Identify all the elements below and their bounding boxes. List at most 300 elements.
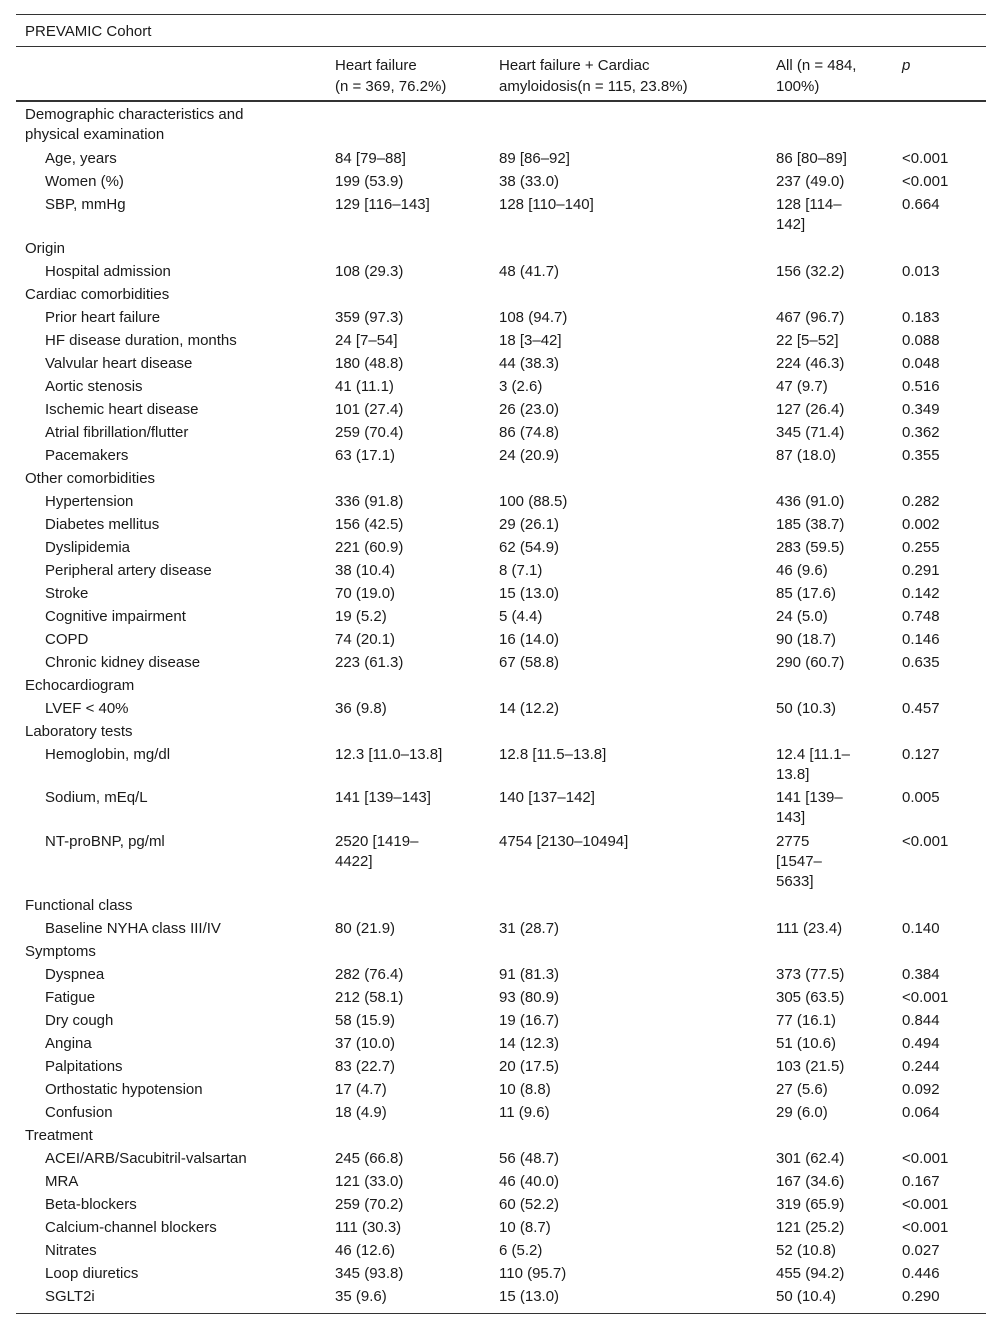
cell-line: Functional class — [25, 897, 133, 915]
cell-line: 103 (21.5) — [776, 1058, 845, 1076]
header-line: Heart failure + Cardiac — [499, 57, 650, 74]
cell-c2 — [499, 1057, 749, 1077]
cell-line: 140 [137–142] — [499, 789, 595, 807]
cell-line: Palpitations — [45, 1058, 123, 1076]
cell-c2 — [499, 354, 749, 374]
cell-p — [902, 561, 982, 581]
cell-line: Confusion — [45, 1104, 113, 1122]
cell-p — [902, 1218, 982, 1238]
cell-c1 — [335, 1011, 465, 1031]
cell-line: 11 (9.6) — [499, 1104, 550, 1122]
row-label — [45, 195, 315, 215]
cell-line: 108 (94.7) — [499, 308, 568, 326]
cell-c1 — [335, 1287, 465, 1307]
cell-line: 0.349 — [902, 400, 940, 418]
cell-c1 — [335, 262, 465, 282]
cell-line: 84 [79–88] — [335, 149, 406, 167]
table-row — [16, 1169, 986, 1192]
cell-c1 — [335, 919, 465, 939]
cell-p — [902, 492, 982, 512]
cell-line: 128 [110–140] — [499, 195, 594, 213]
cell-line: 283 (59.5) — [776, 538, 845, 556]
cell-line: 58 (15.9) — [335, 1012, 396, 1030]
row-label — [45, 1172, 315, 1192]
cell-c3 — [776, 1057, 876, 1077]
cell-c3 — [776, 630, 876, 650]
header-line: Heart failure — [335, 57, 417, 74]
cell-c3 — [776, 1103, 876, 1123]
cell-line: 290 (60.7) — [776, 653, 845, 671]
cell-line: Beta-blockers — [45, 1196, 137, 1214]
cell-line: [1547– — [776, 853, 822, 871]
cell-c2 — [499, 584, 749, 604]
table-row — [16, 192, 986, 236]
cell-line: 5633] — [776, 873, 814, 891]
cell-line: 10 (8.7) — [499, 1219, 551, 1237]
header-line: amyloidosis(n = 115, 23.8%) — [499, 78, 688, 95]
cell-line: Women (%) — [45, 172, 124, 190]
cell-line: 0.142 — [902, 584, 940, 602]
cell-line: 0.013 — [902, 262, 940, 280]
cell-line: 93 (80.9) — [499, 989, 560, 1007]
row-label — [45, 607, 315, 627]
cell-line: 108 (29.3) — [335, 262, 404, 280]
cell-line: SGLT2i — [45, 1288, 95, 1306]
cell-line: 373 (77.5) — [776, 966, 845, 984]
cell-p — [902, 745, 982, 765]
cell-line: 128 [114– — [776, 195, 842, 213]
cell-line: 0.027 — [902, 1242, 940, 1260]
row-label — [45, 308, 315, 328]
cell-line: 36 (9.8) — [335, 699, 387, 717]
cell-line: 0.446 — [902, 1265, 940, 1283]
cell-c3 — [776, 1195, 876, 1215]
row-label — [45, 400, 315, 420]
row-label — [45, 1080, 315, 1100]
cell-c3 — [776, 1218, 876, 1238]
cell-line: 259 (70.2) — [335, 1196, 404, 1214]
cell-line: ACEI/ARB/Sacubitril-valsartan — [45, 1150, 247, 1168]
cell-c3 — [776, 788, 876, 828]
cell-line: 223 (61.3) — [335, 653, 404, 671]
cell-c1 — [335, 354, 465, 374]
cell-line: 16 (14.0) — [499, 630, 560, 648]
cell-line: 24 (5.0) — [776, 607, 828, 625]
cell-c1 — [335, 988, 465, 1008]
cell-line: 12.8 [11.5–13.8] — [499, 745, 607, 763]
cell-line: 319 (65.9) — [776, 1196, 845, 1214]
cell-c3 — [776, 1241, 876, 1261]
cell-c3 — [776, 195, 876, 235]
cell-line: 15 (13.0) — [499, 1288, 560, 1306]
cell-line: 38 (10.4) — [335, 561, 396, 579]
row-label — [45, 377, 315, 397]
cell-line: 0.362 — [902, 423, 940, 441]
cell-c3 — [776, 607, 876, 627]
cell-p — [902, 195, 982, 215]
table-row — [16, 742, 986, 786]
cell-line: 0.183 — [902, 308, 940, 326]
cell-line: 100 (88.5) — [499, 492, 568, 510]
cell-line: Hypertension — [45, 492, 134, 510]
cell-c3 — [776, 988, 876, 1008]
table-row — [16, 962, 986, 985]
cell-line: 74 (20.1) — [335, 630, 396, 648]
cell-line: 19 (16.7) — [499, 1012, 560, 1030]
cell-line: 0.635 — [902, 653, 940, 671]
cell-line: 0.167 — [902, 1173, 940, 1191]
cell-line: 0.457 — [902, 699, 940, 717]
cell-c3 — [776, 354, 876, 374]
cell-line: Orthostatic hypotension — [45, 1081, 203, 1099]
cell-p — [902, 1011, 982, 1031]
cell-line: 156 (32.2) — [776, 262, 845, 280]
cell-p — [902, 149, 982, 169]
cell-line: 4422] — [335, 853, 373, 871]
header-all — [776, 55, 856, 97]
cell-c1 — [335, 492, 465, 512]
cell-line: physical examination — [25, 126, 165, 143]
cell-c1 — [335, 538, 465, 558]
cell-c1 — [335, 1034, 465, 1054]
cell-c2 — [499, 1080, 749, 1100]
cell-line: 2520 [1419– — [335, 833, 419, 851]
cell-line: Stroke — [45, 584, 89, 602]
table-row — [16, 374, 986, 397]
cell-line: LVEF < 40% — [45, 699, 129, 717]
cell-c2 — [499, 1264, 749, 1284]
cell-line: 141 [139– — [776, 789, 843, 807]
cell-c1 — [335, 446, 465, 466]
row-label — [45, 745, 315, 765]
table-row — [16, 650, 986, 673]
cell-c1 — [335, 745, 465, 765]
cell-c3 — [776, 561, 876, 581]
table-row — [16, 1146, 986, 1169]
row-label — [45, 423, 315, 443]
cell-line: <0.001 — [902, 833, 949, 851]
cell-c2 — [499, 262, 749, 282]
table-row — [16, 1008, 986, 1031]
cell-line: 17 (4.7) — [335, 1081, 387, 1099]
cell-line: 46 (40.0) — [499, 1173, 560, 1191]
cell-line: 27 (5.6) — [776, 1081, 828, 1099]
cell-c1 — [335, 1218, 465, 1238]
cell-line: 282 (76.4) — [335, 966, 404, 984]
cell-c3 — [776, 832, 876, 892]
cell-line: 83 (22.7) — [335, 1058, 396, 1076]
cell-line: 10 (8.8) — [499, 1081, 551, 1099]
cell-line: 3 (2.6) — [499, 377, 543, 395]
cell-line: 4754 [2130–10494] — [499, 833, 629, 851]
cell-line: 141 [139–143] — [335, 789, 431, 807]
cell-line: 51 (10.6) — [776, 1035, 837, 1053]
row-label — [45, 699, 315, 719]
cell-line: 156 (42.5) — [335, 515, 404, 533]
cell-c2 — [499, 699, 749, 719]
cell-c3 — [776, 1080, 876, 1100]
cell-line: 6 (5.2) — [499, 1242, 543, 1260]
table-row — [16, 916, 986, 939]
row-label — [45, 354, 315, 374]
cell-line: Dyspnea — [45, 966, 105, 984]
cell-line: Baseline NYHA class III/IV — [45, 920, 221, 938]
section-label — [25, 285, 315, 305]
cell-p — [902, 1287, 982, 1307]
caption-text: PREVAMIC Cohort — [25, 23, 152, 40]
cell-c1 — [335, 1264, 465, 1284]
cell-line: 90 (18.7) — [776, 630, 837, 648]
cell-p — [902, 832, 982, 852]
cell-line: 167 (34.6) — [776, 1173, 845, 1191]
cell-c3 — [776, 149, 876, 169]
cell-line: Hospital admission — [45, 262, 171, 280]
header-line: (n = 369, 76.2%) — [335, 78, 447, 95]
cell-line: 86 (74.8) — [499, 423, 560, 441]
cell-line: 46 (12.6) — [335, 1242, 396, 1260]
cell-line: 180 (48.8) — [335, 354, 404, 372]
cell-line: 121 (25.2) — [776, 1219, 845, 1237]
table-bottom-rule — [16, 1313, 986, 1314]
cell-p — [902, 630, 982, 650]
cell-c3 — [776, 1172, 876, 1192]
cell-line: 70 (19.0) — [335, 584, 396, 602]
cell-c1 — [335, 195, 465, 215]
cell-line: Fatigue — [45, 989, 96, 1007]
table-row — [16, 1261, 986, 1284]
cell-c2 — [499, 630, 749, 650]
cell-line: MRA — [45, 1173, 79, 1191]
row-label — [45, 965, 315, 985]
row-label — [45, 919, 315, 939]
cell-c2 — [499, 561, 749, 581]
cell-line: <0.001 — [902, 989, 949, 1007]
cell-line: Pacemakers — [45, 446, 129, 464]
cell-p — [902, 1172, 982, 1192]
cell-line: 91 (81.3) — [499, 966, 560, 984]
cell-c2 — [499, 1103, 749, 1123]
cell-c1 — [335, 607, 465, 627]
cell-line: 0.290 — [902, 1288, 940, 1306]
cell-line: 29 (6.0) — [776, 1104, 828, 1122]
cell-line: Dry cough — [45, 1012, 114, 1030]
cell-p — [902, 788, 982, 808]
cell-line: Chronic kidney disease — [45, 653, 201, 671]
cell-c1 — [335, 1057, 465, 1077]
table-row — [16, 558, 986, 581]
cell-c1 — [335, 653, 465, 673]
table-row — [16, 985, 986, 1008]
cell-line: Prior heart failure — [45, 308, 161, 326]
header-p-value: p — [902, 57, 911, 74]
cell-line: 85 (17.6) — [776, 584, 837, 602]
cell-line: 0.088 — [902, 331, 940, 349]
cell-line: 48 (41.7) — [499, 262, 560, 280]
cell-line: <0.001 — [902, 1219, 949, 1237]
cell-line: 47 (9.7) — [776, 377, 828, 395]
cell-line: 359 (97.3) — [335, 308, 404, 326]
cell-c2 — [499, 965, 749, 985]
cell-line: 185 (38.7) — [776, 515, 845, 533]
table-row — [16, 1100, 986, 1123]
row-label — [45, 538, 315, 558]
cell-line: 60 (52.2) — [499, 1196, 560, 1214]
cell-p — [902, 1241, 982, 1261]
cell-c1 — [335, 400, 465, 420]
cell-line: 18 [3–42] — [499, 331, 562, 349]
cell-line: HF disease duration, months — [45, 331, 237, 349]
row-label — [45, 492, 315, 512]
cell-c3 — [776, 584, 876, 604]
cell-line: 259 (70.4) — [335, 423, 404, 441]
cell-line: 29 (26.1) — [499, 515, 560, 533]
cell-p — [902, 699, 982, 719]
cell-c1 — [335, 630, 465, 650]
cell-line: 301 (62.4) — [776, 1150, 845, 1168]
cell-c3 — [776, 1287, 876, 1307]
section-label — [25, 105, 315, 145]
cell-line: 63 (17.1) — [335, 446, 396, 464]
table-row — [16, 1031, 986, 1054]
cell-line: Ischemic heart disease — [45, 400, 199, 418]
cell-line: 224 (46.3) — [776, 354, 845, 372]
cell-c2 — [499, 1034, 749, 1054]
cell-line: 129 [116–143] — [335, 195, 430, 213]
cell-line: Laboratory tests — [25, 722, 133, 740]
cell-line: Nitrates — [45, 1242, 97, 1260]
section-label — [25, 1126, 315, 1146]
cell-c1 — [335, 561, 465, 581]
cell-c3 — [776, 699, 876, 719]
section-row — [16, 893, 986, 916]
cell-line: 5 (4.4) — [499, 607, 543, 625]
cell-line: 67 (58.8) — [499, 653, 560, 671]
cell-line: Symptoms — [25, 943, 96, 961]
cell-c2 — [499, 788, 749, 808]
cell-line: Origin — [25, 239, 66, 257]
cell-c2 — [499, 149, 749, 169]
cell-line: 305 (63.5) — [776, 989, 845, 1007]
cell-c1 — [335, 1103, 465, 1123]
cell-line: 8 (7.1) — [499, 561, 543, 579]
cell-line: 212 (58.1) — [335, 989, 404, 1007]
row-label — [45, 1057, 315, 1077]
cell-p — [902, 262, 982, 282]
cell-line: 15 (13.0) — [499, 584, 560, 602]
cell-c2 — [499, 653, 749, 673]
cell-p — [902, 584, 982, 604]
cell-line: 14 (12.3) — [499, 1035, 560, 1053]
cell-c1 — [335, 515, 465, 535]
row-label — [45, 1287, 315, 1307]
table-row — [16, 305, 986, 328]
cell-line: 41 (11.1) — [335, 377, 394, 395]
cell-line: Echocardiogram — [25, 676, 135, 694]
cell-p — [902, 308, 982, 328]
cell-line: Angina — [45, 1035, 92, 1053]
table-row — [16, 1284, 986, 1307]
cell-line: Dyslipidemia — [45, 538, 131, 556]
cell-c2 — [499, 446, 749, 466]
cell-line: 0.516 — [902, 377, 940, 395]
cell-line: 245 (66.8) — [335, 1150, 404, 1168]
row-label — [45, 262, 315, 282]
cell-line: Valvular heart disease — [45, 354, 193, 372]
table-row — [16, 443, 986, 466]
cell-line: 345 (93.8) — [335, 1265, 404, 1283]
row-label — [45, 149, 315, 169]
cell-line: 50 (10.3) — [776, 699, 837, 717]
row-label — [45, 584, 315, 604]
cell-line: 31 (28.7) — [499, 920, 560, 938]
cell-c3 — [776, 1149, 876, 1169]
row-label — [45, 653, 315, 673]
cell-c1 — [335, 699, 465, 719]
row-label — [45, 832, 315, 852]
cell-line: NT-proBNP, pg/ml — [45, 833, 165, 851]
row-label — [45, 1195, 315, 1215]
section-row — [16, 236, 986, 259]
cell-c2 — [499, 538, 749, 558]
table-row — [16, 397, 986, 420]
table-row — [16, 420, 986, 443]
cell-line: 237 (49.0) — [776, 172, 845, 190]
cell-line: 50 (10.4) — [776, 1288, 837, 1306]
cell-line: 38 (33.0) — [499, 172, 560, 190]
cell-c1 — [335, 1149, 465, 1169]
cell-p — [902, 919, 982, 939]
table-row — [16, 785, 986, 829]
cell-p — [902, 1149, 982, 1169]
cell-line: <0.001 — [902, 149, 949, 167]
cell-c3 — [776, 965, 876, 985]
cell-p — [902, 172, 982, 192]
cell-line: 0.140 — [902, 920, 940, 938]
cell-line: 12.3 [11.0–13.8] — [335, 745, 443, 763]
cell-p — [902, 607, 982, 627]
header-line: All (n = 484, — [776, 57, 857, 74]
cell-c1 — [335, 331, 465, 351]
cell-c2 — [499, 1172, 749, 1192]
cell-line: 110 (95.7) — [499, 1265, 567, 1283]
cell-c3 — [776, 492, 876, 512]
cell-c2 — [499, 400, 749, 420]
cell-line: 467 (96.7) — [776, 308, 845, 326]
header-line: 100%) — [776, 78, 820, 95]
header-heart-failure — [335, 55, 446, 97]
section-row — [16, 102, 986, 146]
cell-c1 — [335, 308, 465, 328]
row-label — [45, 561, 315, 581]
cell-c2 — [499, 492, 749, 512]
table-row — [16, 627, 986, 650]
cell-c3 — [776, 1034, 876, 1054]
cell-p — [902, 331, 982, 351]
row-label — [45, 1149, 315, 1169]
cell-c2 — [499, 308, 749, 328]
cell-c1 — [335, 832, 465, 872]
cell-line: 143] — [776, 809, 806, 827]
row-label — [45, 788, 315, 808]
cell-line: 455 (94.2) — [776, 1265, 845, 1283]
cell-c1 — [335, 423, 465, 443]
cell-c3 — [776, 538, 876, 558]
cell-c2 — [499, 515, 749, 535]
cell-line: 0.664 — [902, 195, 940, 213]
cell-c1 — [335, 1195, 465, 1215]
cell-line: 46 (9.6) — [776, 561, 828, 579]
cell-p — [902, 354, 982, 374]
